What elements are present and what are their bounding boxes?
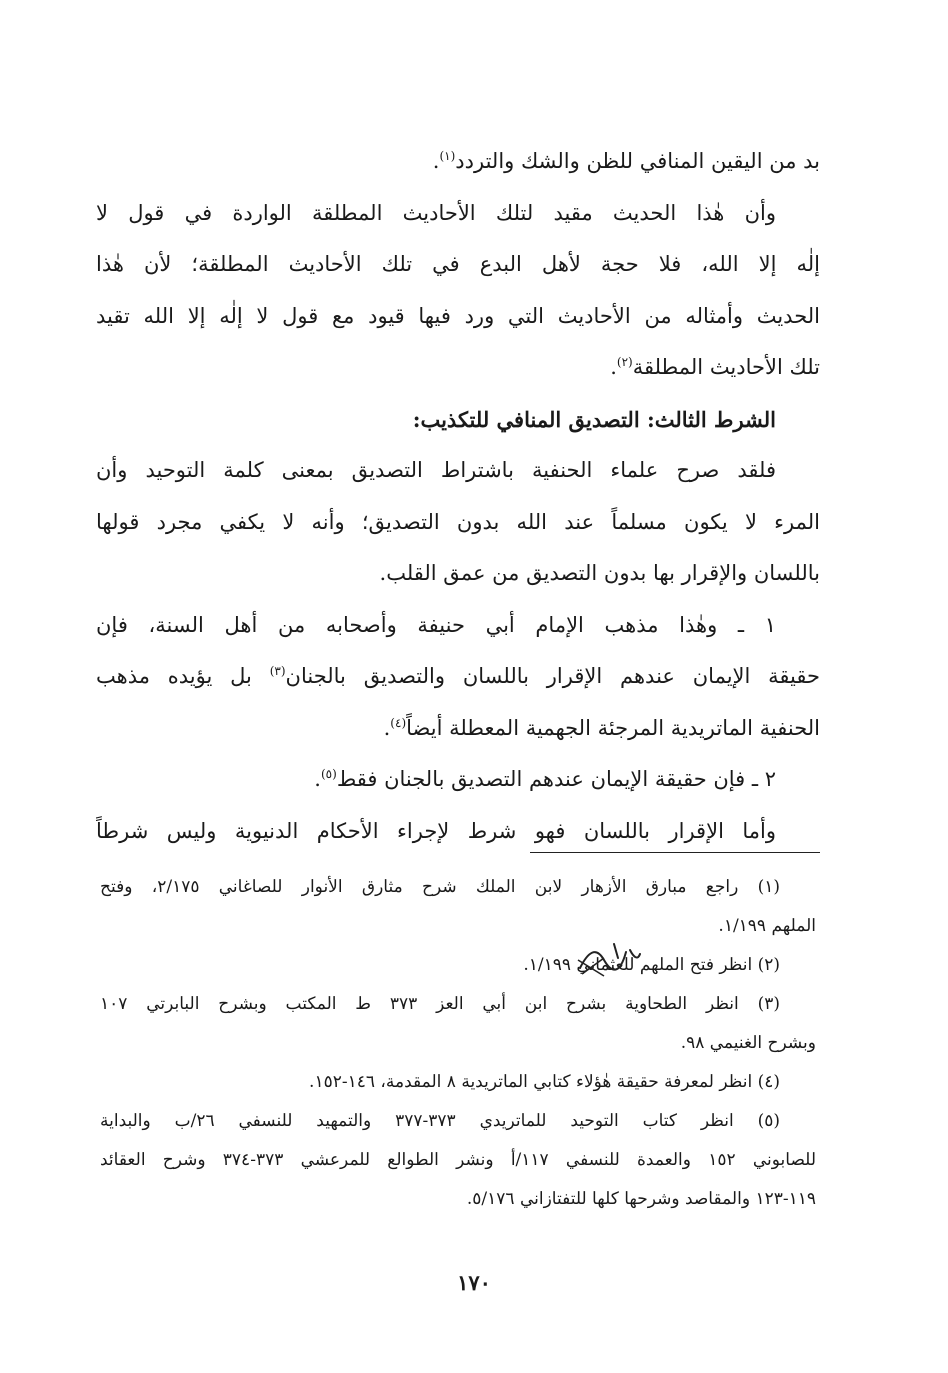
footnote-ref-4: (٤) — [390, 715, 407, 730]
footnotes — [100, 868, 816, 1219]
body-line-1: بد من اليقين المنافي للظن والشك والتردد$^{(١)}$. — [432, 149, 820, 173]
footnote-5-line-2: للصابوني ١٥٢ والعمدة للنسفي ١١٧/أ ونشر الطوالع للمرعشي ٣٧٣-٣٧٤ وشرح العقائد — [100, 1150, 816, 1170]
body-line-10: ١ ـ وهٰذا مذهب الإمام أبي حنيفة وأصحابه من أهل السنة، فإن — [96, 612, 776, 637]
body-line-3: إلٰه إلا الله، فلا حجة لأهل البدع في تلك الأحاديث المطلقة؛ لأن هٰذا — [96, 252, 820, 276]
footnote-1-line-2: الملهم ١/١٩٩. — [718, 916, 816, 936]
footnote-1-line-1: (١) راجع مبارق الأزهار لابن الملك شرح مثارق الأنوار للصاغاني ٢/١٧٥، وفتح — [100, 877, 780, 897]
body-line-9: باللسان والإقرار بها بدون التصديق من عمق القلب. — [379, 561, 820, 585]
footnote-3-line-1: (٣) انظر الطحاوية بشرح ابن أبي العز ٣٧٣ ط المكتب وبشرح البابرتي ١٠٧ — [100, 994, 780, 1014]
footnote-ref-2: (٢) — [616, 355, 633, 369]
footnote-ref-1: (١) — [439, 149, 456, 163]
footnote-5-line-1: (٥) انظر كتاب التوحيد للماتريدي ٣٧٣-٣٧٧ والتمهيد للنسفي ٢٦/ب والبداية — [100, 1111, 780, 1131]
section-heading: الشرط الثالث: التصديق المنافي للتكذيب: — [412, 406, 776, 432]
footnote-ref-3: (٣) — [269, 664, 286, 678]
main-text — [96, 136, 820, 857]
footnote-4: (٤) انظر لمعرفة حقيقة هٰؤلاء كتابي الماتريدية ٨ المقدمة، ١٤٦-١٥٢. — [309, 1072, 780, 1092]
body-line-13: ٢ ـ فإن حقيقة الإيمان عندهم التصديق بالجنان فقط$^{(٥)}$. — [314, 767, 776, 791]
body-line-4: الحديث وأمثاله من الأحاديث التي ورد فيها قيود مع قول لا إلٰه إلا الله تقيد — [96, 303, 820, 328]
body-line-11: حقيقة الإيمان عندهم الإقرار باللسان والتصديق بالجنان$^{(٣)}$ بل يؤيده مذهب — [96, 664, 820, 688]
body-line-12: الحنفية الماتريدية المرجئة الجهمية المعطلة أيضاً$^{(٤)}$. — [383, 715, 820, 740]
page-number: ١٧٠ — [457, 1270, 491, 1295]
body-line-8: المرء لا يكون مسلماً عند الله بدون التصديق؛ وأنه لا يكفي مجرد قولها — [96, 509, 820, 534]
body-line-2: وأن هٰذا الحديث مقيد لتلك الأحاديث المطلقة الواردة في قول لا — [96, 200, 776, 225]
footnote-ref-5: (٥) — [320, 767, 337, 781]
footnote-5-line-3: ١١٩-١٢٣ والمقاصد وشرحها كلها للتفتازاني ٥/١٧٦. — [466, 1189, 816, 1209]
footnote-2: (٢) انظر فتح الملهم للعثماني ١/١٩٩. — [523, 955, 780, 975]
footnote-3-line-2: وبشرح الغنيمي ٩٨. — [680, 1033, 816, 1053]
body-line-7: فلقد صرح علماء الحنفية باشتراط التصديق بمعنى كلمة التوحيد وأن — [96, 458, 776, 482]
body-line-5: تلك الأحاديث المطلقة$^{(٢)}$. — [610, 355, 820, 379]
handwritten-correction — [574, 938, 644, 978]
body-line-14: وأما الإقرار باللسان فهو شرط لإجراء الأحكام الدنيوية وليس شرطاً — [96, 818, 776, 843]
footnote-separator — [530, 852, 820, 853]
